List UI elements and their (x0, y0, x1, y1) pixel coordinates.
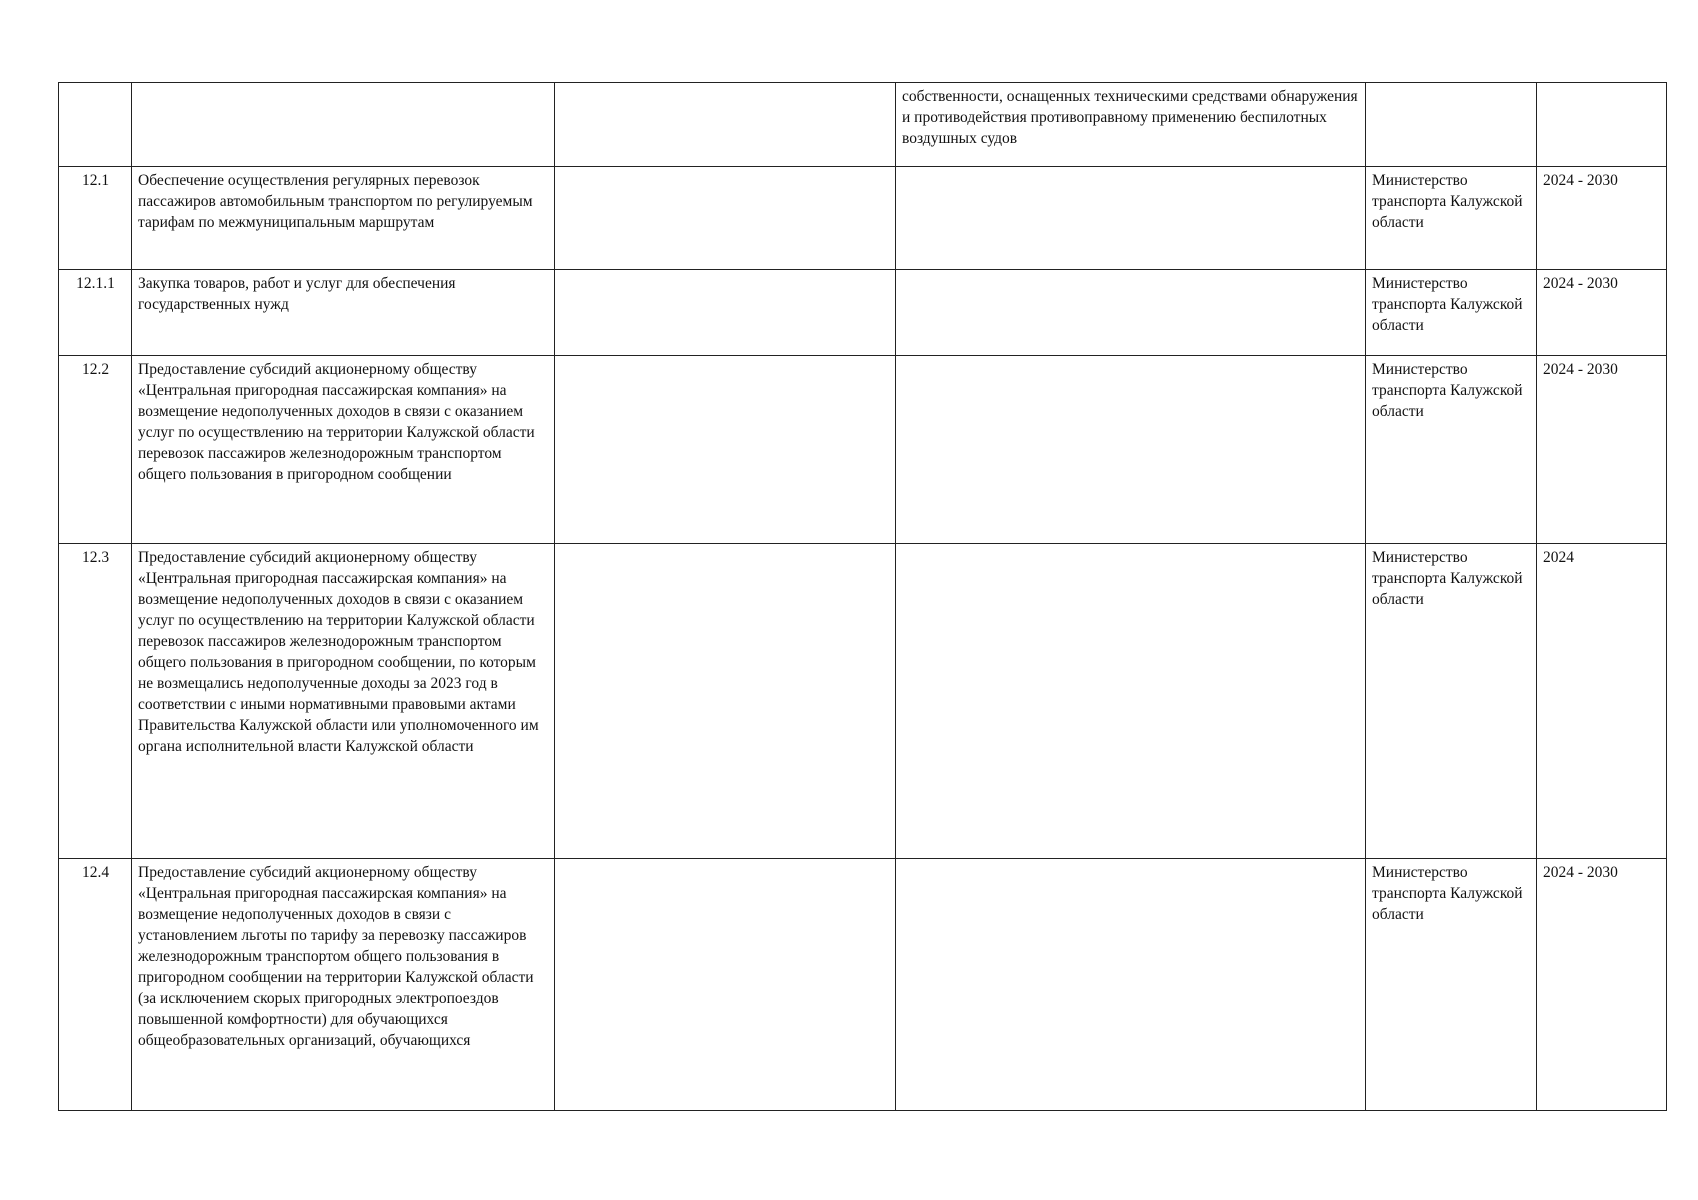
row-number: 12.4 (59, 859, 132, 1111)
table-row (59, 83, 1667, 167)
empty-cell (555, 83, 896, 167)
empty-cell (555, 167, 896, 270)
table-row (59, 356, 1667, 544)
measure-result (896, 356, 1366, 544)
row-number: 12.3 (59, 544, 132, 859)
measure-name: Предоставление субсидий акционерному обществу «Центральная пригородная пассажирская компания» на возмещение недополученных доходов в связи с установлением льготы по тарифу за перевозку пассажиров железнодорожным транспортом общего пользования в пригородном сообщении на территории Калужской области (за исключением скорых пригородных электропоездов повышенной комфортности) для обучающихся общеобразовательных организаций, обучающихся (132, 859, 555, 1111)
table-row (59, 859, 1667, 1111)
measure-result (896, 270, 1366, 356)
row-number (59, 83, 132, 167)
row-number: 12.1 (59, 167, 132, 270)
period: 2024 (1537, 544, 1667, 859)
period: 2024 - 2030 (1537, 167, 1667, 270)
executor: Министерство транспорта Калужской области (1366, 270, 1537, 356)
measures-table (58, 82, 1667, 1111)
empty-cell (555, 270, 896, 356)
executor: Министерство транспорта Калужской области (1366, 859, 1537, 1111)
measure-result (896, 167, 1366, 270)
table-row (59, 167, 1667, 270)
table-row (59, 270, 1667, 356)
measure-name: Закупка товаров, работ и услуг для обеспечения государственных нужд (132, 270, 555, 356)
executor (1366, 83, 1537, 167)
measure-name (132, 83, 555, 167)
table-row (59, 544, 1667, 859)
period (1537, 83, 1667, 167)
empty-cell (555, 859, 896, 1111)
measure-name: Предоставление субсидий акционерному обществу «Центральная пригородная пассажирская компания» на возмещение недополученных доходов в связи с оказанием услуг по осуществлению на территории Калужской области перевозок пассажиров железнодорожным транспортом общего пользования в пригородном сообщении (132, 356, 555, 544)
empty-cell (555, 544, 896, 859)
measure-result (896, 859, 1366, 1111)
measure-result (896, 544, 1366, 859)
period: 2024 - 2030 (1537, 356, 1667, 544)
empty-cell (555, 356, 896, 544)
executor: Министерство транспорта Калужской области (1366, 356, 1537, 544)
period: 2024 - 2030 (1537, 859, 1667, 1111)
measure-name: Обеспечение осуществления регулярных перевозок пассажиров автомобильным транспортом по регулируемым тарифам по межмуниципальным маршрутам (132, 167, 555, 270)
executor: Министерство транспорта Калужской области (1366, 544, 1537, 859)
period: 2024 - 2030 (1537, 270, 1667, 356)
measure-result: собственности, оснащенных техническими средствами обнаружения и противодействия противоправному применению беспилотных воздушных судов (896, 83, 1366, 167)
row-number: 12.2 (59, 356, 132, 544)
row-number: 12.1.1 (59, 270, 132, 356)
measure-name: Предоставление субсидий акционерному обществу «Центральная пригородная пассажирская компания» на возмещение недополученных доходов в связи с оказанием услуг по осуществлению на территории Калужской области перевозок пассажиров железнодорожным транспортом общего пользования в пригородном сообщении, по которым не возмещались недополученные доходы за 2023 год в соответствии с иными нормативными правовыми актами Правительства Калужской области или уполномоченного им органа исполнительной власти Калужской области (132, 544, 555, 859)
executor: Министерство транспорта Калужской области (1366, 167, 1537, 270)
